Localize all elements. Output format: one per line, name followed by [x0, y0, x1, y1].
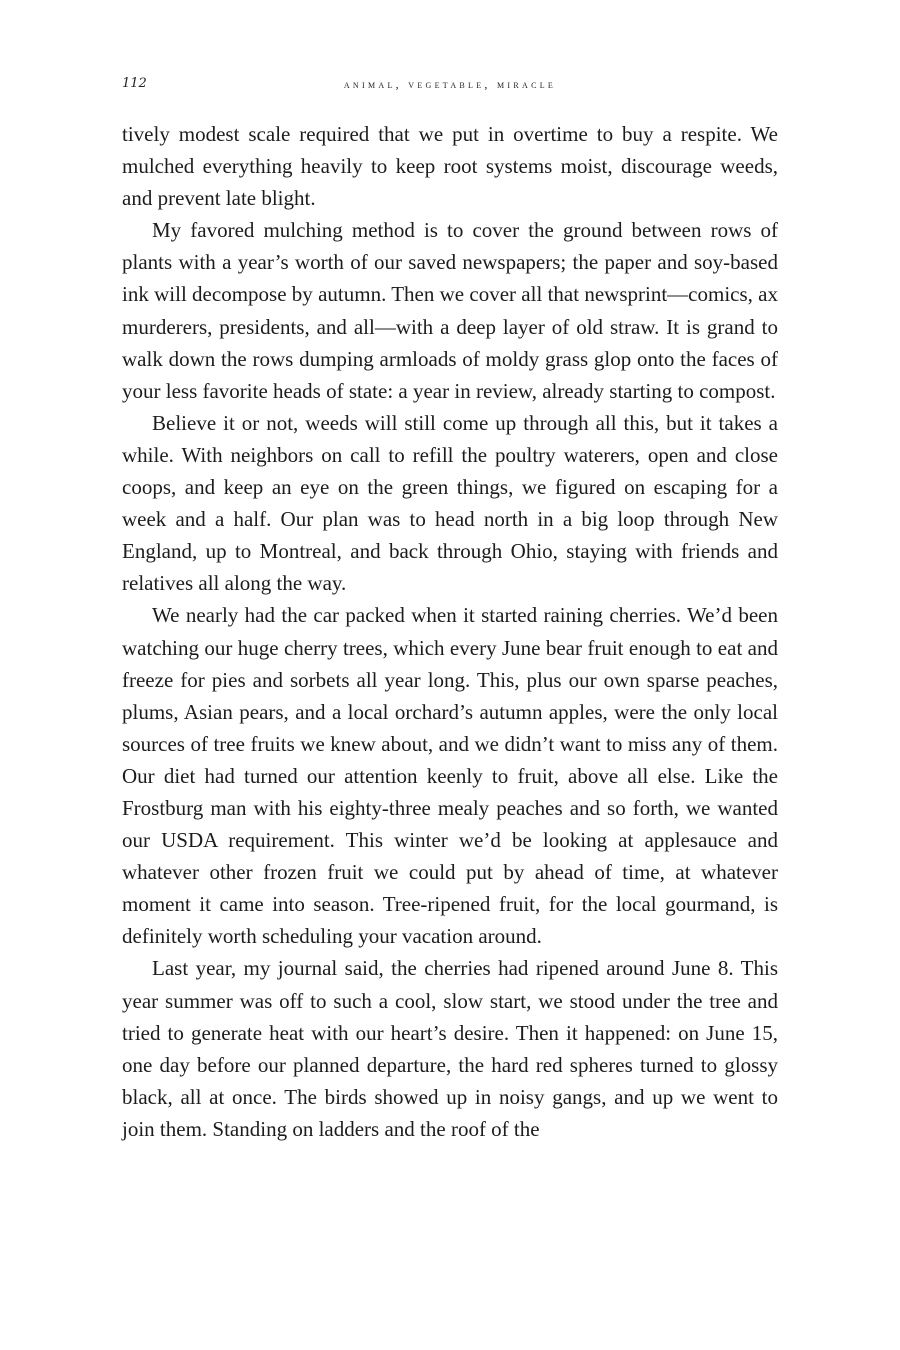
paragraph-5: Last year, my journal said, the cherries had ripened around June 8. This year summer was off to such a cool, slow start, we stood under the tree and tried to generate heat with our heart’s desire. Then it happened: on June 15, one day before our planned departure, the hard red spheres turned to glossy black, all at once. The birds showed up in noisy gangs, and up we went to join them. Standing on ladders and the roof of the: [122, 956, 778, 1141]
paragraph-2: My favored mulching method is to cover the ground between rows of plants with a year’s worth of our saved newspapers; the paper and soy-based ink will decompose by autumn. Then we cover all that newsprint—comics, ax murderers, presidents, and all—with a deep layer of old straw. It is grand to walk down the rows dumping armloads of moldy grass glop onto the faces of your less favorite heads of state: a year in review, already starting to compost.: [122, 218, 778, 403]
paragraph-1: tively modest scale required that we put in overtime to buy a respite. We mulched everything heavily to keep root systems moist, discourage weeds, and prevent late blight.: [122, 122, 778, 211]
body-text: [122, 118, 778, 1145]
page-number: 112: [122, 76, 147, 91]
paragraph-3: Believe it or not, weeds will still come up through all this, but it takes a while. With neighbors on call to refill the poultry waterers, open and close coops, and keep an eye on the green things, we figured on escaping for a week and a half. Our plan was to head north in a big loop through New England, up to Montreal, and back through Ohio, staying with friends and relatives all along the way.: [122, 410, 778, 596]
running-head: [122, 76, 778, 98]
running-title: animal, vegetable, miracle: [343, 77, 557, 91]
book-page: [122, 0, 778, 1350]
paragraph-4: We nearly had the car packed when it started raining cherries. We’d been watching our huge cherry trees, which every June bear fruit enough to eat and freeze for pies and sorbets all year long. This, plus our own sparse peaches, plums, Asian pears, and a local orchard’s autumn apples, were the only local sources of tree fruits we knew about, and we didn’t want to miss any of them. Our diet had turned our attention keenly to fruit, above all else. Like the Frostburg man with his eighty-three mealy peaches and so forth, we wanted our USDA requirement. This winter we’d be looking at applesauce and whatever other frozen fruit we could put by ahead of time, at whatever moment it came into season. Tree-ripened fruit, for the local gourmand, is definitely worth scheduling your vacation around.: [122, 603, 778, 949]
